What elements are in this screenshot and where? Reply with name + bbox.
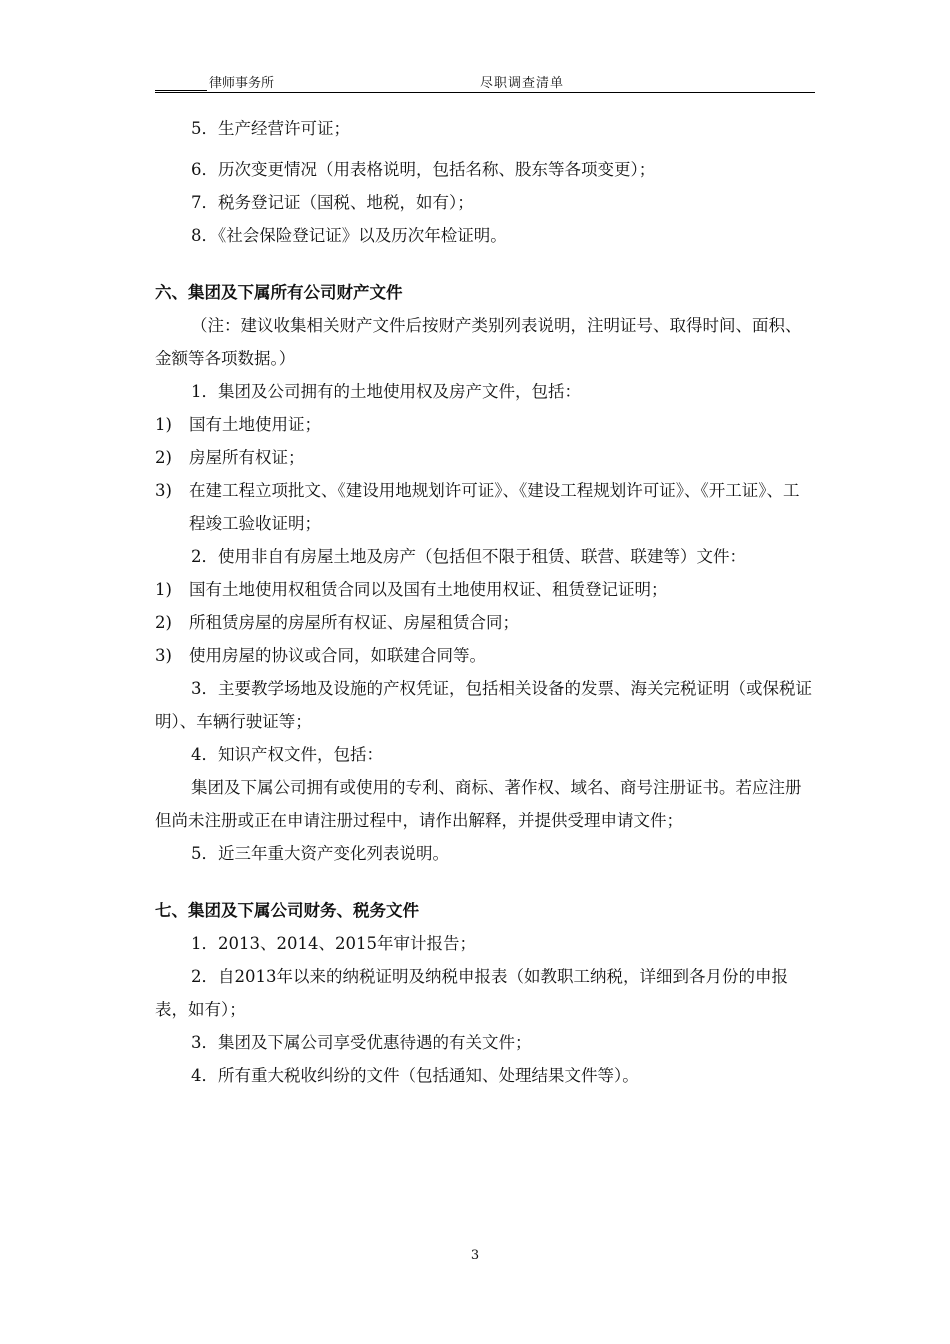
sec7-item: 2．自2013年以来的纳税证明及纳税申报表（如教职工纳税，详细到各月份的申报表，如有）； (155, 967, 788, 1019)
sec7-item: 4．所有重大税收纠纷的文件（包括通知、处理结果文件等）。 (191, 1066, 639, 1085)
sec5-item: 6．历次变更情况（用表格说明，包括名称、股东等各项变更）； (191, 160, 656, 179)
page-number: 3 (470, 1248, 480, 1263)
page-header (155, 70, 815, 93)
list-item: 2) 房屋所有权证； (155, 448, 305, 467)
header-title: 尽职调查清单 (480, 76, 565, 91)
header-firm (155, 72, 274, 91)
sec6-item-detail: 集团及下属公司拥有或使用的专利、商标、著作权、域名、商号注册证书。若应注册但尚未注册或正在申请注册过程中，请作出解释，并提供受理申请文件； (155, 778, 802, 830)
list-item: 3) 使用房屋的协议或合同，如联建合同等。 (155, 646, 486, 665)
section-heading: 七、集团及下属公司财务、税务文件 (155, 901, 419, 920)
sec6-item: 1．集团及公司拥有的土地使用权及房产文件，包括： (191, 382, 581, 401)
header-blank-line (155, 78, 207, 91)
sec5-item: 7．税务登记证（国税、地税，如有）； (191, 193, 474, 212)
document-body (155, 112, 815, 1092)
sec6-item: 3．主要教学场地及设施的产权凭证，包括相关设备的发票、海关完税证明（或保税证明）、车辆行驶证等； (155, 679, 812, 731)
sec7-item: 3．集团及下属公司享受优惠待遇的有关文件； (191, 1033, 532, 1052)
sec6-item: 2．使用非自有房屋土地及房产（包括但不限于租赁、联营、联建等）文件： (191, 547, 746, 566)
section-heading: 六、集团及下属所有公司财产文件 (155, 283, 403, 302)
section-note: （注：建议收集相关财产文件后按财产类别列表说明，注明证号、取得时间、面积、金额等各项数据。） (155, 316, 802, 368)
list-item: 1) 国有土地使用权租赁合同以及国有土地使用权证、租赁登记证明； (155, 580, 668, 599)
sec5-item: 8．《社会保险登记证》以及历次年检证明。 (191, 226, 507, 245)
sec6-item: 4．知识产权文件，包括： (191, 745, 383, 764)
list-item: 2) 所租赁房屋的房屋所有权证、房屋租赁合同； (155, 613, 519, 632)
sec7-item: 1．2013、2014、2015年审计报告； (191, 934, 476, 953)
list-item: 3) 在建工程立项批文、《建设用地规划许可证》、《建设工程规划许可证》、《开工证》、工程竣工验收证明； (155, 481, 800, 533)
sec5-item: 5．生产经营许可证； (191, 119, 350, 138)
list-item: 1) 国有土地使用证； (155, 415, 321, 434)
header-firm-label: 律师事务所 (209, 76, 275, 91)
sec6-item: 5．近三年重大资产变化列表说明。 (191, 844, 449, 863)
